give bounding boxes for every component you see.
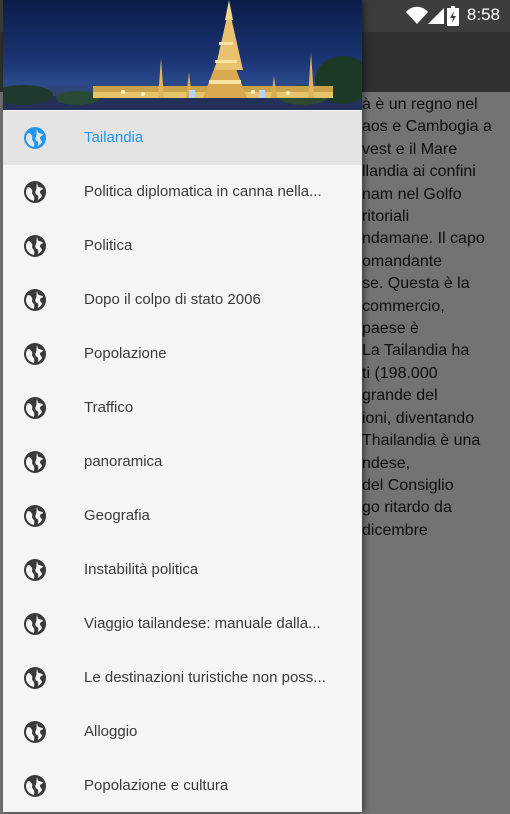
drawer-item[interactable] (3, 111, 362, 165)
navigation-drawer (3, 0, 362, 812)
temple-illustration (3, 0, 362, 110)
drawer-item[interactable] (3, 543, 362, 597)
drawer-item-label: Popolazione (84, 345, 167, 362)
drawer-item-label: Alloggio (84, 723, 138, 740)
drawer-item-label: Viaggio tailandese: manuale dalla... (84, 615, 321, 632)
drawer-item-label: Tailandia (84, 129, 144, 146)
globe-icon (23, 612, 47, 636)
wifi-icon (406, 6, 428, 26)
globe-icon (23, 504, 47, 528)
drawer-item[interactable] (3, 381, 362, 435)
drawer-item-label: Traffico (84, 399, 134, 416)
drawer-header-image (3, 0, 362, 110)
globe-icon (23, 396, 47, 420)
drawer-item[interactable] (3, 597, 362, 651)
drawer-item[interactable] (3, 165, 362, 219)
globe-icon (23, 288, 47, 312)
globe-icon (23, 720, 47, 744)
drawer-item[interactable] (3, 489, 362, 543)
drawer-item-label: panoramica (84, 453, 163, 470)
drawer-nav-list (3, 111, 362, 812)
clock: 8:58 (466, 5, 500, 24)
globe-icon (23, 558, 47, 582)
globe-icon (23, 234, 47, 258)
globe-icon (23, 342, 47, 366)
drawer-item-label: Politica diplomatica in canna nella... (84, 183, 322, 200)
drawer-item[interactable] (3, 759, 362, 812)
drawer-item-label: Geografia (84, 507, 150, 524)
drawer-item-label: Dopo il colpo di stato 2006 (84, 291, 261, 308)
globe-icon (23, 180, 47, 204)
drawer-item-label: Popolazione e cultura (84, 777, 229, 794)
drawer-item[interactable] (3, 651, 362, 705)
drawer-item[interactable] (3, 435, 362, 489)
signal-icon (428, 7, 444, 25)
battery-icon (447, 6, 459, 26)
drawer-item-label: Le destinazioni turistiche non poss... (84, 669, 326, 686)
drawer-item[interactable] (3, 705, 362, 759)
globe-icon (23, 774, 47, 798)
globe-icon (23, 126, 47, 150)
drawer-item-label: Politica (84, 237, 133, 254)
drawer-item[interactable] (3, 219, 362, 273)
globe-icon (23, 666, 47, 690)
drawer-item-label: Instabilità politica (84, 561, 199, 578)
drawer-item[interactable] (3, 327, 362, 381)
globe-icon (23, 450, 47, 474)
drawer-item[interactable] (3, 273, 362, 327)
